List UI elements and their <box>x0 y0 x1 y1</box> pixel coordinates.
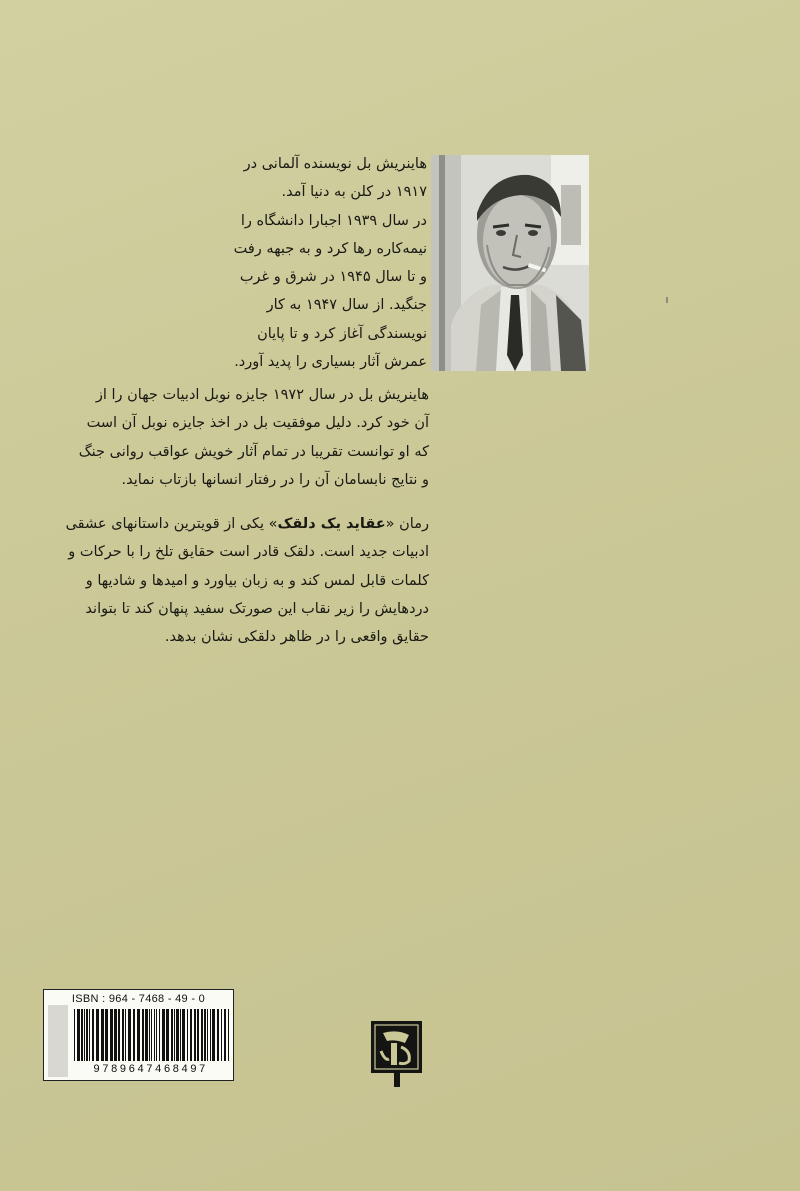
barcode-bar <box>221 1009 222 1061</box>
barcode-bar <box>156 1009 157 1061</box>
barcode-bar <box>201 1009 203 1061</box>
barcode-bar <box>142 1009 144 1061</box>
bio-line: نیمه‌کاره رها کرد و به جبهه رفت <box>233 240 427 257</box>
barcode-bar <box>182 1009 185 1061</box>
barcode-bar <box>207 1009 208 1061</box>
barcode-bar <box>133 1009 135 1061</box>
barcode-sticker-tab <box>48 1005 68 1077</box>
barcode-bar <box>194 1009 196 1061</box>
title-suffix: » یکی از قویترین داستانهای عشقی <box>65 516 278 532</box>
barcode-bar <box>92 1009 94 1061</box>
barcode-bar <box>197 1009 199 1061</box>
barcode-bar <box>137 1009 140 1061</box>
barcode-bar <box>81 1009 83 1061</box>
barcode-bar <box>149 1009 150 1061</box>
barcode-bar <box>151 1009 152 1061</box>
barcode-bar <box>89 1009 90 1061</box>
bio-line: عمرش آثار بسیاری را پدید آورد. <box>234 354 427 371</box>
publisher-logo-icon <box>371 1021 422 1087</box>
bio-line: در سال ۱۹۳۹ اجبارا دانشگاه را <box>240 212 427 229</box>
barcode-bar <box>228 1009 229 1061</box>
barcode-bar <box>84 1009 85 1061</box>
barcode-label <box>43 989 234 1081</box>
author-portrait <box>431 155 589 371</box>
barcode-bar <box>118 1009 120 1061</box>
bio-line: آن خود کرد. دلیل موفقیت بل در اخذ جایزه نوبل آن است <box>86 415 429 432</box>
barcode-bar <box>145 1009 148 1061</box>
barcode-bar <box>190 1009 192 1061</box>
bio-line: هاینریش بل نویسنده آلمانی در <box>243 156 427 172</box>
bio-line <box>0 510 429 538</box>
barcode-bar <box>204 1009 206 1061</box>
bio-line: و نتایج نابسامان آن را در رفتار انسانها بازتاب نماید. <box>121 471 429 488</box>
barcode-bar <box>224 1009 226 1061</box>
barcode-bar <box>159 1009 160 1061</box>
barcode-bar <box>176 1009 179 1061</box>
isbn-text: ISBN : 964 - 7468 - 49 - 0 <box>71 993 206 1005</box>
bio-line: که او توانست تقریبا در تمام آثار خویش عواقب روانی جنگ <box>78 443 429 460</box>
bio-paragraph-1 <box>187 150 427 376</box>
barcode-bar <box>154 1009 155 1061</box>
barcode-bar <box>212 1009 215 1061</box>
bio-paragraph-3 <box>0 510 429 651</box>
author-photo <box>431 155 589 371</box>
barcode-bar <box>162 1009 165 1061</box>
barcode-bar <box>114 1009 117 1061</box>
bio-line: دردهایش را زیر نقاب این صورتک سفید پنهان کند تا بتواند <box>85 600 429 617</box>
bio-paragraph-2 <box>0 381 429 494</box>
book-title: عقاید یک دلقک <box>277 516 386 532</box>
barcode-bar <box>210 1009 211 1061</box>
bio-line: هاینریش بل در سال ۱۹۷۲ جایزه نوبل ادبیات جهان را از <box>95 387 429 403</box>
barcode-bar <box>171 1009 173 1061</box>
barcode-bar <box>122 1009 124 1061</box>
barcode-bar <box>86 1009 88 1061</box>
bio-line: و تا سال ۱۹۴۵ در شرق و غرب <box>239 269 427 286</box>
barcode-bar <box>77 1009 80 1061</box>
barcode-bar <box>174 1009 175 1061</box>
barcode-bar <box>96 1009 99 1061</box>
barcode-bar <box>166 1009 169 1061</box>
bio-line: کلمات قابل لمس کند و به زبان بیاورد و امیدها و شادیها و <box>85 572 429 589</box>
barcode-bar <box>187 1009 188 1061</box>
bio-line: ادبیات جدید است. دلقک قادر است حقایق تلخ را با حرکات و <box>68 544 429 561</box>
barcode-bar <box>105 1009 108 1061</box>
barcode-bars <box>74 1009 230 1061</box>
barcode-bar <box>125 1009 126 1061</box>
barcode-number: 9789647468497 <box>93 1064 208 1076</box>
barcode-bar <box>217 1009 219 1061</box>
barcode-bar <box>128 1009 131 1061</box>
bio-line: جنگید. از سال ۱۹۴۷ به کار <box>266 297 427 314</box>
barcode-bar <box>180 1009 181 1061</box>
bio-line: حقایق واقعی را در ظاهر دلقکی نشان بدهد. <box>164 629 429 646</box>
bio-line: ۱۹۱۷ در کلن به دنیا آمد. <box>281 184 427 201</box>
print-speck <box>666 297 668 303</box>
barcode-bar <box>110 1009 113 1061</box>
bio-line: نویسندگی آغاز کرد و تا پایان <box>257 325 427 342</box>
title-prefix: رمان « <box>385 516 429 532</box>
barcode-bar <box>74 1009 75 1061</box>
barcode-bar <box>101 1009 104 1061</box>
